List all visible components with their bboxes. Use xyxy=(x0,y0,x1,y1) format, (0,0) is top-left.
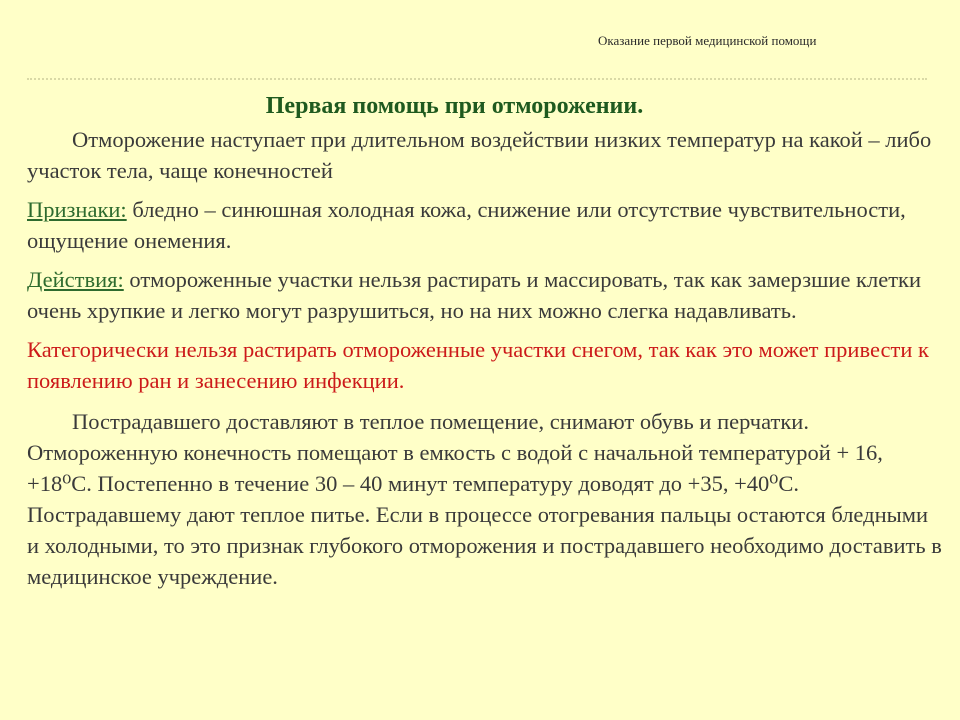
warning-paragraph: Категорически нельзя растирать отмороженные участки снегом, так как это может привести к появлению ран и занесению инфекции. xyxy=(27,337,929,393)
actions-paragraph xyxy=(27,264,942,326)
actions-label: Действия: xyxy=(27,267,124,292)
slide-content xyxy=(27,90,942,592)
signs-label: Признаки: xyxy=(27,197,127,222)
slide-title: Первая помощь при отморожении. xyxy=(265,93,644,119)
signs-paragraph xyxy=(27,194,942,256)
procedure-paragraph: Пострадавшего доставляют в теплое помещение, снимают обувь и перчатки. Отмороженную конечность помещают в емкость с водой с начальной температурой + 16, +18⁰С. Постепенно в течение 30 – 40 минут температуру доводят до +35, +40⁰С. Пострадавшему дают теплое питье. Если в процессе отогревания пальцы остаются бледными и холодными, то это признак глубокого отморожения и пострадавшего необходимо доставить в медицинское учреждение. xyxy=(27,409,942,589)
signs-text: бледно – синюшная холодная кожа, снижение или отсутствие чувствительности, ощущение онемения. xyxy=(27,197,906,253)
intro-paragraph: Отморожение наступает при длительном воздействии низких температур на какой – либо участок тела, чаще конечностей xyxy=(27,127,932,183)
header-divider xyxy=(27,78,927,80)
header-note: Оказание первой медицинской помощи xyxy=(598,33,817,48)
actions-text: отмороженные участки нельзя растирать и массировать, так как замерзшие клетки очень хрупкие и легко могут разрушиться, но на них можно слегка надавливать. xyxy=(27,267,922,323)
